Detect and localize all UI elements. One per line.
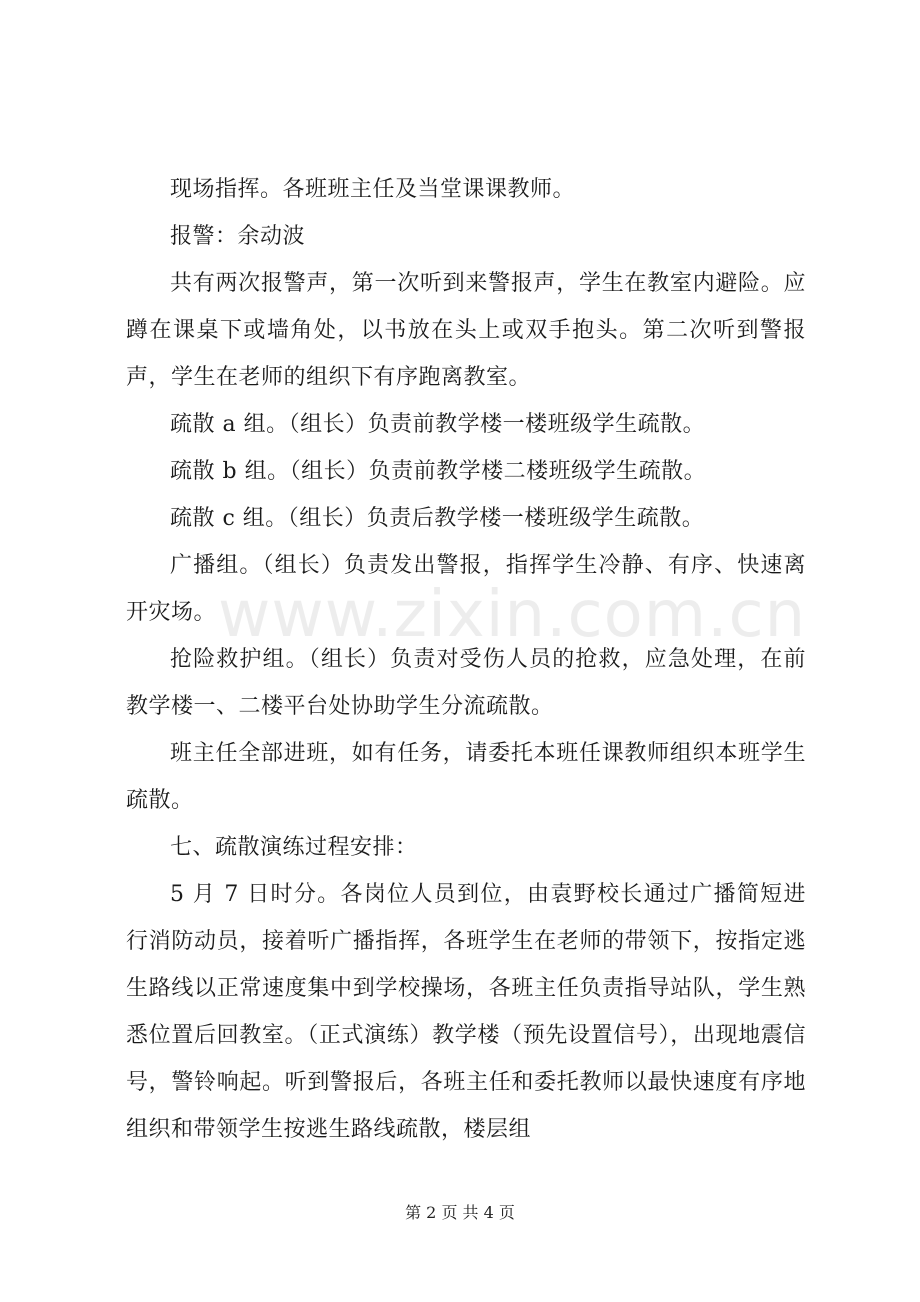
paragraph-9: 班主任全部进班，如有任务，请委托本班任课教师组织本班学生疏散。	[126, 741, 806, 813]
document-body	[126, 166, 806, 1153]
paragraph-2: 报警：余动波	[170, 224, 306, 249]
paragraph-4: 疏散 a 组。（组长）负责前教学楼一楼班级学生疏散。	[170, 412, 706, 437]
paragraph-5: 疏散 b 组。（组长）负责前教学楼二楼班级学生疏散。	[170, 459, 707, 484]
section-heading: 七、疏散演练过程安排：	[170, 835, 418, 860]
paragraph-7: 广播组。（组长）负责发出警报，指挥学生冷静、有序、快速离开灾场。	[126, 553, 806, 625]
paragraph-1: 现场指挥。各班班主任及当堂课课教师。	[170, 177, 576, 202]
paragraph-3: 共有两次报警声，第一次听到来警报声，学生在教室内避险。应蹲在课桌下或墙角处，以书放在头上或双手抱头。第二次听到警报声，学生在老师的组织下有序跑离教室。	[126, 271, 806, 390]
watermark: www.zixin.com.cn	[218, 578, 807, 652]
paragraph-6: 疏散 c 组。（组长）负责后教学楼一楼班级学生疏散。	[170, 506, 705, 531]
paragraph-8: 抢险救护组。（组长）负责对受伤人员的抢救，应急处理，在前教学楼一、二楼平台处协助学生分流疏散。	[126, 647, 806, 719]
page-footer: 第 2 页 共 4 页	[405, 1203, 515, 1222]
paragraph-11: 5 月 7 日时分。各岗位人员到位，由袁野校长通过广播简短进行消防动员，接着听广播指挥，各班学生在老师的带领下，按指定逃生路线以正常速度集中到学校操场，各班主任负责指导站队，学生熟悉位置后回教室。（正式演练）教学楼（预先设置信号），出现地震信号，警铃响起。听到警报后，各班主任和委托教师以最快速度有序地组织和带领学生按逃生路线疏散，楼层组	[126, 882, 806, 1142]
